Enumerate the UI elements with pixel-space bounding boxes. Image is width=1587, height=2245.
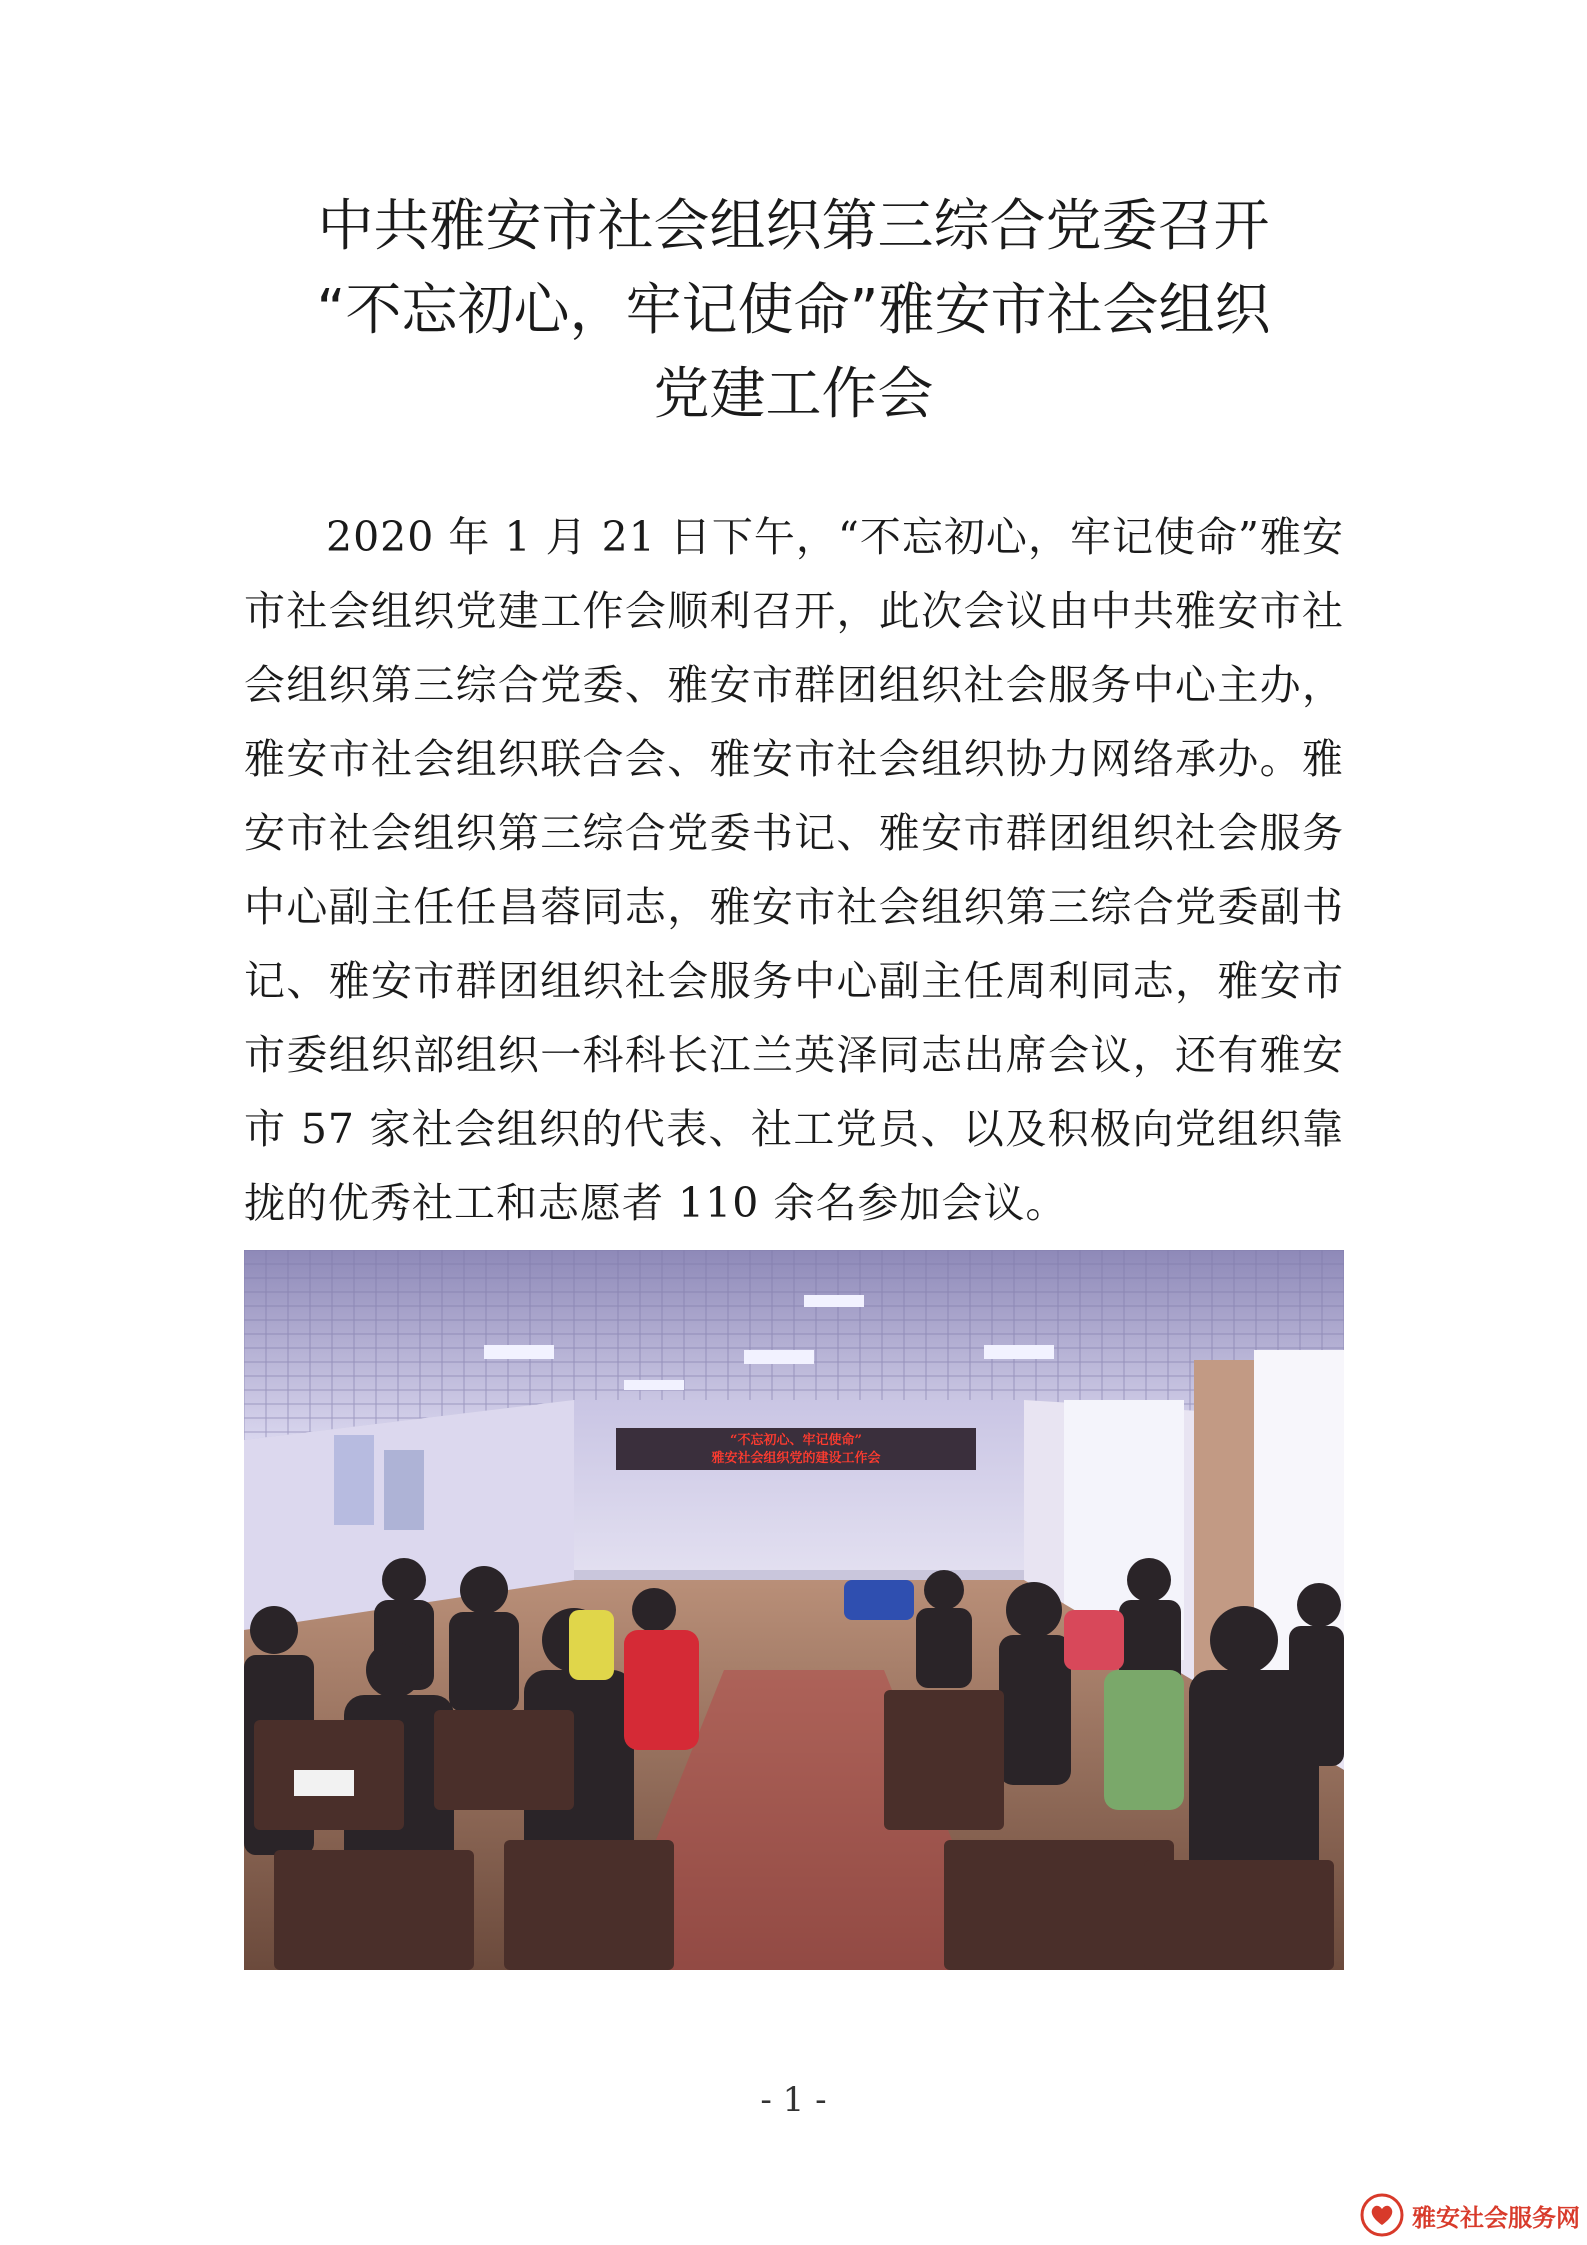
page-number: - 1 - bbox=[760, 2080, 827, 2120]
banner-line-2: 雅安社会组织党的建设工作会 bbox=[711, 1451, 881, 1466]
meeting-photo bbox=[244, 1250, 1344, 1970]
banner-line-1: “不忘初心、牢记使命” bbox=[730, 1433, 862, 1448]
article-body bbox=[244, 500, 1344, 1240]
logo-text: 雅安社会服务网 bbox=[1412, 2203, 1580, 2232]
body-paragraph: 2020 年 1 月 21 日下午，“不忘初心，牢记使命”雅安市社会组织党建工作会顺利召开，此次会议由中共雅安市社会组织第三综合党委、雅安市群团组织社会服务中心主办，雅安市社会组织联合会、雅安市社会组织协力网络承办。雅安市社会组织第三综合党委书记、雅安市群团组织社会服务中心副主任任昌蓉同志，雅安市社会组织第三综合党委副书记、雅安市群团组织社会服务中心副主任周利同志，雅安市市委组织部组织一科科长江兰英泽同志出席会议，还有雅安市 57 家社会组织的代表、社工党员、以及积极向党组织靠拢的优秀社工和志愿者 110 余名参加会议。 bbox=[244, 513, 1344, 1227]
heart-logo-icon bbox=[1360, 2193, 1404, 2237]
title-line-3: 党建工作会 bbox=[653, 362, 934, 427]
title-line-2: “不忘初心，牢记使命”雅安市社会组织 bbox=[316, 278, 1271, 343]
document-title bbox=[0, 185, 1587, 437]
title-line-1: 中共雅安市社会组织第三综合党委召开 bbox=[317, 194, 1270, 259]
site-logo[interactable] bbox=[1360, 2190, 1580, 2240]
meeting-photo-illustration bbox=[244, 1250, 1344, 1970]
